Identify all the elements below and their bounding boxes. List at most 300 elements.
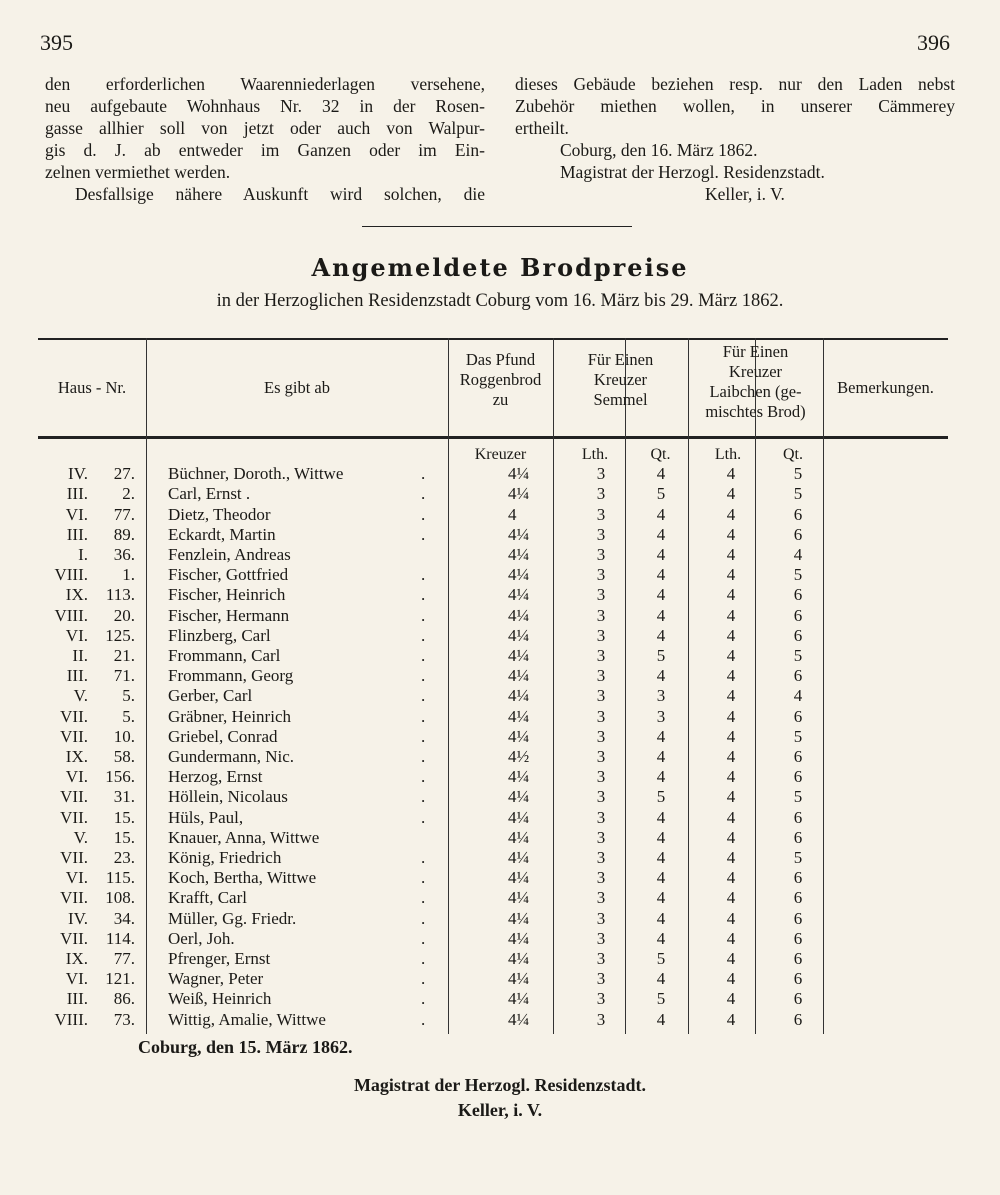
header-line: zu: [492, 390, 509, 409]
footer-magistrat: Magistrat der Herzogl. Residenzstadt.: [353, 1075, 647, 1095]
text-line: ertheilt.: [515, 118, 569, 138]
leader-dot-cell: .: [421, 807, 426, 827]
semmel-quentchen-cell: 4: [656, 827, 666, 847]
district-cell: VI.: [65, 625, 88, 645]
rye-bread-price-cell: 4¼: [508, 928, 530, 948]
rye-bread-price-cell: 4¼: [508, 646, 530, 665]
semmel-loth-cell: 3: [596, 686, 606, 706]
district-cell: VIII.: [54, 605, 88, 625]
district-cell: VII.: [60, 787, 88, 807]
semmel-loth-cell: 3: [596, 484, 606, 504]
rye-bread-price-cell: 4¼: [508, 969, 530, 989]
laibchen-loth-cell: 4: [726, 928, 736, 948]
leader-dot-cell: .: [421, 484, 426, 504]
house-number-cell: 121.: [105, 969, 135, 989]
table-row: [38, 787, 948, 809]
semmel-quentchen-cell: 4: [656, 848, 666, 867]
semmel-quentchen-cell: 4: [656, 545, 666, 564]
page-number-right: 396: [917, 30, 950, 55]
baker-name-cell: Gräbner, Heinrich: [168, 706, 291, 726]
laibchen-quentchen-cell: 6: [793, 605, 803, 625]
baker-name-cell: Fischer, Heinrich: [168, 585, 286, 605]
laibchen-quentchen-cell: 4: [793, 686, 803, 706]
table-row: [38, 888, 948, 910]
district-cell: V.: [73, 686, 88, 706]
district-cell: VI.: [65, 868, 88, 888]
semmel-loth-cell: 3: [596, 969, 606, 989]
left-notice-text: [45, 73, 485, 205]
table-row: [38, 484, 948, 506]
laibchen-quentchen-cell: 6: [793, 807, 803, 827]
baker-name-cell: Gundermann, Nic.: [168, 747, 295, 766]
semmel-quentchen-cell: 3: [656, 706, 666, 726]
table-top-rule: [38, 338, 948, 340]
laibchen-quentchen-cell: 6: [793, 949, 803, 968]
text-line: dieses Gebäude beziehen resp. nur den Laden nebst: [515, 74, 955, 94]
laibchen-loth-cell: 4: [726, 969, 736, 989]
table-row: [38, 969, 948, 991]
house-number-cell: 15.: [113, 807, 135, 827]
footer-date: Coburg, den 15. März 1862.: [138, 1037, 353, 1057]
table-row: [38, 848, 948, 870]
header-line: Für Einen: [722, 342, 789, 361]
table-row: [38, 929, 948, 951]
house-number-cell: 27.: [113, 464, 135, 484]
laibchen-loth-cell: 4: [726, 827, 736, 847]
semmel-loth-cell: 3: [596, 767, 606, 787]
table-row: [38, 606, 948, 628]
semmel-quentchen-cell: 4: [656, 888, 666, 908]
district-cell: VII.: [60, 888, 88, 908]
district-cell: VII.: [60, 807, 88, 827]
leader-dot-cell: .: [421, 848, 426, 867]
laibchen-quentchen-cell: 6: [793, 767, 803, 787]
page-subtitle: in der Herzoglichen Residenzstadt Coburg vom 16. März bis 29. März 1862.: [216, 291, 784, 311]
baker-name-cell: Büchner, Doroth., Wittwe: [168, 464, 344, 484]
laibchen-quentchen-cell: 6: [793, 1009, 803, 1029]
header-semmel: [553, 350, 688, 410]
table-row: [38, 909, 948, 931]
notice-date: Coburg, den 16. März 1862.: [560, 140, 758, 160]
district-cell: IX.: [65, 747, 88, 766]
rye-bread-price-cell: 4¼: [508, 726, 530, 746]
semmel-quentchen-cell: 4: [656, 868, 666, 888]
laibchen-loth-cell: 4: [726, 868, 736, 888]
notice-magistrat: Magistrat der Herzogl. Residenzstadt.: [560, 162, 825, 182]
semmel-quentchen-cell: 4: [656, 726, 666, 746]
house-number-cell: 73.: [113, 1009, 135, 1029]
leader-dot-cell: .: [421, 888, 426, 908]
semmel-quentchen-cell: 4: [656, 747, 666, 766]
laibchen-loth-cell: 4: [726, 706, 736, 726]
semmel-loth-cell: 3: [596, 585, 606, 605]
baker-name-cell: Oerl, Joh.: [168, 928, 235, 948]
rye-bread-price-cell: 4¼: [508, 827, 530, 847]
leader-dot-cell: .: [421, 605, 426, 625]
district-cell: VIII.: [54, 1009, 88, 1029]
semmel-quentchen-cell: 4: [656, 565, 666, 585]
header-haus-nr: Haus - Nr.: [57, 378, 127, 397]
rye-bread-price-cell: 4¼: [508, 464, 530, 484]
semmel-loth-cell: 3: [596, 726, 606, 746]
semmel-loth-cell: 3: [596, 646, 606, 665]
laibchen-quentchen-cell: 6: [793, 928, 803, 948]
table-row: [38, 626, 948, 648]
laibchen-loth-cell: 4: [726, 484, 736, 504]
semmel-quentchen-cell: 4: [656, 605, 666, 625]
district-cell: IV.: [68, 464, 88, 484]
laibchen-quentchen-cell: 5: [793, 787, 803, 807]
bread-price-table: [38, 338, 948, 1034]
table-row: [38, 868, 948, 890]
house-number-cell: 10.: [113, 726, 135, 746]
semmel-quentchen-cell: 4: [656, 767, 666, 787]
leader-dot-cell: .: [421, 646, 426, 665]
house-number-cell: 77.: [113, 504, 135, 524]
rye-bread-price-cell: 4¼: [508, 868, 530, 888]
baker-name-cell: Fischer, Hermann: [168, 605, 290, 625]
district-cell: III.: [66, 484, 88, 504]
laibchen-loth-cell: 4: [726, 504, 736, 524]
house-number-cell: 89.: [113, 524, 135, 544]
district-cell: VI.: [65, 969, 88, 989]
semmel-quentchen-cell: 4: [656, 524, 666, 544]
laibchen-loth-cell: 4: [726, 949, 736, 968]
header-line: Roggenbrod: [459, 370, 542, 389]
rye-bread-price-cell: 4¼: [508, 807, 530, 827]
table-row: [38, 565, 948, 587]
rye-bread-price-cell: 4¼: [508, 545, 530, 564]
semmel-quentchen-cell: 4: [656, 625, 666, 645]
baker-name-cell: Weiß, Heinrich: [168, 989, 272, 1009]
semmel-loth-cell: 3: [596, 908, 606, 928]
laibchen-loth-cell: 4: [726, 908, 736, 928]
text-line: Zubehör miethen wollen, in unserer Cämmerey: [515, 96, 955, 116]
semmel-quentchen-cell: 5: [656, 646, 666, 665]
laibchen-loth-cell: 4: [726, 1009, 736, 1029]
rye-bread-price-cell: 4¼: [508, 989, 530, 1009]
house-number-cell: 34.: [113, 908, 135, 928]
leader-dot-cell: .: [421, 464, 426, 484]
table-row: [38, 545, 948, 567]
semmel-loth-cell: 3: [596, 666, 606, 686]
text-line: Desfallsige nähere Auskunft wird solchen, die: [75, 184, 485, 204]
house-number-cell: 156.: [105, 767, 135, 787]
laibchen-quentchen-cell: 4: [793, 545, 803, 564]
header-line: Kreuzer: [593, 370, 648, 389]
rye-bread-price-cell: 4¼: [508, 585, 530, 605]
table-row: [38, 727, 948, 749]
house-number-cell: 108.: [105, 888, 135, 908]
laibchen-quentchen-cell: 6: [793, 989, 803, 1009]
house-number-cell: 114.: [105, 928, 135, 948]
district-cell: VI.: [65, 767, 88, 787]
laibchen-loth-cell: 4: [726, 767, 736, 787]
baker-name-cell: Pfrenger, Ernst: [168, 949, 271, 968]
semmel-quentchen-cell: 4: [656, 908, 666, 928]
leader-dot-cell: .: [421, 908, 426, 928]
baker-name-cell: Krafft, Carl: [168, 888, 247, 908]
semmel-loth-cell: 3: [596, 868, 606, 888]
text-line: zelnen vermiethet werden.: [45, 162, 231, 182]
footer-signature: Keller, i. V.: [457, 1100, 543, 1120]
baker-name-cell: Herzog, Ernst: [168, 767, 263, 787]
semmel-loth-cell: 3: [596, 504, 606, 524]
district-cell: V.: [73, 827, 88, 847]
semmel-loth-cell: 3: [596, 827, 606, 847]
leader-dot-cell: .: [421, 1009, 426, 1029]
semmel-quentchen-cell: 4: [656, 464, 666, 484]
semmel-loth-cell: 3: [596, 928, 606, 948]
leader-dot-cell: .: [421, 787, 426, 807]
laibchen-loth-cell: 4: [726, 464, 736, 484]
semmel-loth-cell: 3: [596, 787, 606, 807]
header-laibchen: [688, 342, 823, 422]
semmel-quentchen-cell: 3: [656, 686, 666, 706]
text-line: neu aufgebaute Wohnhaus Nr. 32 in der Rosen-: [45, 96, 485, 116]
district-cell: II.: [72, 646, 88, 665]
rye-bread-price-cell: 4¼: [508, 949, 530, 968]
semmel-loth-cell: 3: [596, 949, 606, 968]
laibchen-quentchen-cell: 6: [793, 827, 803, 847]
header-line: mischtes Brod): [705, 402, 806, 421]
laibchen-loth-cell: 4: [726, 545, 736, 564]
rye-bread-price-cell: 4¼: [508, 888, 530, 908]
laibchen-quentchen-cell: 5: [793, 646, 803, 665]
laibchen-quentchen-cell: 5: [793, 484, 803, 504]
leader-dot-cell: .: [421, 767, 426, 787]
district-cell: VIII.: [54, 565, 88, 585]
semmel-quentchen-cell: 5: [656, 787, 666, 807]
rye-bread-price-cell: 4¼: [508, 787, 530, 807]
semmel-loth-cell: 3: [596, 565, 606, 585]
laibchen-quentchen-cell: 6: [793, 868, 803, 888]
leader-dot-cell: .: [421, 625, 426, 645]
baker-name-cell: Fischer, Gottfried: [168, 565, 289, 585]
rye-bread-price-cell: 4¼: [508, 666, 530, 686]
subheader-lth-laibchen: Lth.: [714, 446, 742, 463]
baker-name-cell: Koch, Bertha, Wittwe: [168, 868, 317, 888]
house-number-cell: 2.: [122, 484, 135, 504]
semmel-loth-cell: 3: [596, 605, 606, 625]
laibchen-quentchen-cell: 6: [793, 625, 803, 645]
laibchen-quentchen-cell: 6: [793, 666, 803, 686]
semmel-quentchen-cell: 5: [656, 484, 666, 504]
house-number-cell: 113.: [105, 585, 135, 605]
laibchen-quentchen-cell: 6: [793, 585, 803, 605]
house-number-cell: 1.: [122, 565, 135, 585]
semmel-loth-cell: 3: [596, 888, 606, 908]
baker-name-cell: Frommann, Carl: [168, 646, 281, 665]
semmel-loth-cell: 3: [596, 464, 606, 484]
house-number-cell: 115.: [105, 868, 135, 888]
baker-name-cell: Müller, Gg. Friedr.: [168, 908, 297, 928]
baker-name-cell: Fenzlein, Andreas: [168, 545, 291, 564]
laibchen-quentchen-cell: 6: [793, 524, 803, 544]
leader-dot-cell: .: [421, 666, 426, 686]
baker-name-cell: Eckardt, Martin: [168, 524, 276, 544]
district-cell: VII.: [60, 928, 88, 948]
laibchen-loth-cell: 4: [726, 888, 736, 908]
laibchen-loth-cell: 4: [726, 565, 736, 585]
text-line: den erforderlichen Waarenniederlagen versehene,: [45, 74, 485, 94]
house-number-cell: 31.: [113, 787, 135, 807]
laibchen-loth-cell: 4: [726, 787, 736, 807]
semmel-loth-cell: 3: [596, 545, 606, 564]
laibchen-loth-cell: 4: [726, 666, 736, 686]
rye-bread-price-cell: 4¼: [508, 686, 530, 706]
house-number-cell: 5.: [122, 686, 135, 706]
table-row: [38, 828, 948, 850]
laibchen-quentchen-cell: 6: [793, 504, 803, 524]
semmel-quentchen-cell: 5: [656, 989, 666, 1009]
baker-name-cell: König, Friedrich: [168, 848, 282, 867]
house-number-cell: 21.: [113, 646, 135, 665]
laibchen-quentchen-cell: 6: [793, 969, 803, 989]
header-line: Kreuzer: [728, 362, 783, 381]
table-row: [38, 949, 948, 971]
semmel-loth-cell: 3: [596, 1009, 606, 1029]
laibchen-loth-cell: 4: [726, 625, 736, 645]
rye-bread-price-cell: 4¼: [508, 848, 530, 867]
leader-dot-cell: .: [421, 585, 426, 605]
baker-name-cell: Flinzberg, Carl: [168, 625, 271, 645]
house-number-cell: 71.: [113, 666, 135, 686]
rye-bread-price-cell: 4¼: [508, 625, 530, 645]
laibchen-loth-cell: 4: [726, 747, 736, 766]
baker-name-cell: Dietz, Theodor: [168, 504, 271, 524]
semmel-quentchen-cell: 4: [656, 969, 666, 989]
laibchen-loth-cell: 4: [726, 585, 736, 605]
subheader-kreuzer: Kreuzer: [474, 446, 527, 463]
district-cell: IX.: [65, 949, 88, 968]
district-cell: VII.: [60, 726, 88, 746]
table-header-rule: [38, 436, 948, 439]
text-line: gasse allhier soll von jetzt oder auch von Walpur-: [45, 118, 485, 138]
laibchen-quentchen-cell: 5: [793, 726, 803, 746]
district-cell: III.: [66, 524, 88, 544]
district-cell: VI.: [65, 504, 88, 524]
district-cell: VII.: [60, 706, 88, 726]
rye-bread-price-cell: 4¼: [508, 767, 530, 787]
leader-dot-cell: .: [421, 504, 426, 524]
laibchen-quentchen-cell: 6: [793, 747, 803, 766]
rye-bread-price-cell: 4¼: [508, 524, 530, 544]
house-number-cell: 23.: [113, 848, 135, 867]
leader-dot-cell: .: [421, 565, 426, 585]
semmel-quentchen-cell: 4: [656, 928, 666, 948]
semmel-loth-cell: 3: [596, 625, 606, 645]
leader-dot-cell: .: [421, 949, 426, 968]
rye-bread-price-cell: 4¼: [508, 908, 530, 928]
laibchen-quentchen-cell: 6: [793, 888, 803, 908]
leader-dot-cell: .: [421, 989, 426, 1009]
subheader-qt-semmel: Qt.: [650, 446, 671, 463]
leader-dot-cell: .: [421, 969, 426, 989]
laibchen-quentchen-cell: 6: [793, 706, 803, 726]
semmel-quentchen-cell: 4: [656, 504, 666, 524]
house-number-cell: 15.: [113, 827, 135, 847]
baker-name-cell: Wittig, Amalie, Wittwe: [168, 1009, 326, 1029]
table-row: [38, 707, 948, 729]
district-cell: III.: [66, 989, 88, 1009]
semmel-loth-cell: 3: [596, 747, 606, 766]
rye-bread-price-cell: 4: [508, 504, 517, 524]
table-row: [38, 1010, 948, 1032]
semmel-loth-cell: 3: [596, 989, 606, 1009]
house-number-cell: 20.: [113, 605, 135, 625]
table-row: [38, 585, 948, 607]
house-number-cell: 58.: [113, 747, 135, 766]
header-bemerkungen: Bemerkungen.: [837, 378, 934, 397]
header-pfund-roggenbrod: [448, 350, 553, 410]
baker-name-cell: Carl, Ernst .: [168, 484, 251, 504]
laibchen-loth-cell: 4: [726, 524, 736, 544]
notice-signature: Keller, i. V.: [705, 184, 785, 204]
semmel-loth-cell: 3: [596, 807, 606, 827]
rye-bread-price-cell: 4¼: [508, 605, 530, 625]
table-row: [38, 767, 948, 789]
text-line: gis d. J. ab entweder im Ganzen oder im Ein-: [45, 140, 485, 160]
header-es-gibt-ab: Es gibt ab: [264, 378, 330, 397]
header-line: Das Pfund: [465, 350, 536, 369]
laibchen-loth-cell: 4: [726, 726, 736, 746]
leader-dot-cell: .: [421, 524, 426, 544]
rye-bread-price-cell: 4¼: [508, 1009, 530, 1029]
laibchen-loth-cell: 4: [726, 848, 736, 867]
house-number-cell: 36.: [113, 545, 135, 564]
baker-name-cell: Knauer, Anna, Wittwe: [168, 827, 320, 847]
house-number-cell: 86.: [113, 989, 135, 1009]
house-number-cell: 5.: [122, 706, 135, 726]
rye-bread-price-cell: 4½: [508, 747, 530, 766]
baker-name-cell: Hüls, Paul,: [168, 807, 244, 827]
semmel-quentchen-cell: 4: [656, 666, 666, 686]
page-number-left: 395: [40, 30, 73, 55]
semmel-loth-cell: 3: [596, 848, 606, 867]
table-row: [38, 747, 948, 769]
rye-bread-price-cell: 4¼: [508, 565, 530, 585]
leader-dot-cell: .: [421, 928, 426, 948]
baker-name-cell: Frommann, Georg: [168, 666, 294, 686]
baker-name-cell: Wagner, Peter: [168, 969, 264, 989]
semmel-quentchen-cell: 4: [656, 807, 666, 827]
semmel-loth-cell: 3: [596, 524, 606, 544]
leader-dot-cell: .: [421, 747, 426, 766]
laibchen-loth-cell: 4: [726, 646, 736, 665]
laibchen-quentchen-cell: 6: [793, 908, 803, 928]
semmel-quentchen-cell: 4: [656, 1009, 666, 1029]
subheader-lth-semmel: Lth.: [581, 446, 609, 463]
table-row: [38, 666, 948, 688]
table-row: [38, 686, 948, 708]
district-cell: IX.: [65, 585, 88, 605]
baker-name-cell: Höllein, Nicolaus: [168, 787, 288, 807]
table-row: [38, 525, 948, 547]
house-number-cell: 125.: [105, 625, 135, 645]
header-line: Semmel: [593, 390, 648, 409]
laibchen-loth-cell: 4: [726, 686, 736, 706]
leader-dot-cell: .: [421, 726, 426, 746]
laibchen-quentchen-cell: 5: [793, 565, 803, 585]
right-notice-text: [515, 73, 955, 205]
leader-dot-cell: .: [421, 706, 426, 726]
table-row: [38, 808, 948, 830]
page-title: Angemeldete Brodpreise: [311, 253, 689, 282]
district-cell: I.: [78, 545, 88, 564]
house-number-cell: 77.: [113, 949, 135, 968]
laibchen-quentchen-cell: 5: [793, 464, 803, 484]
